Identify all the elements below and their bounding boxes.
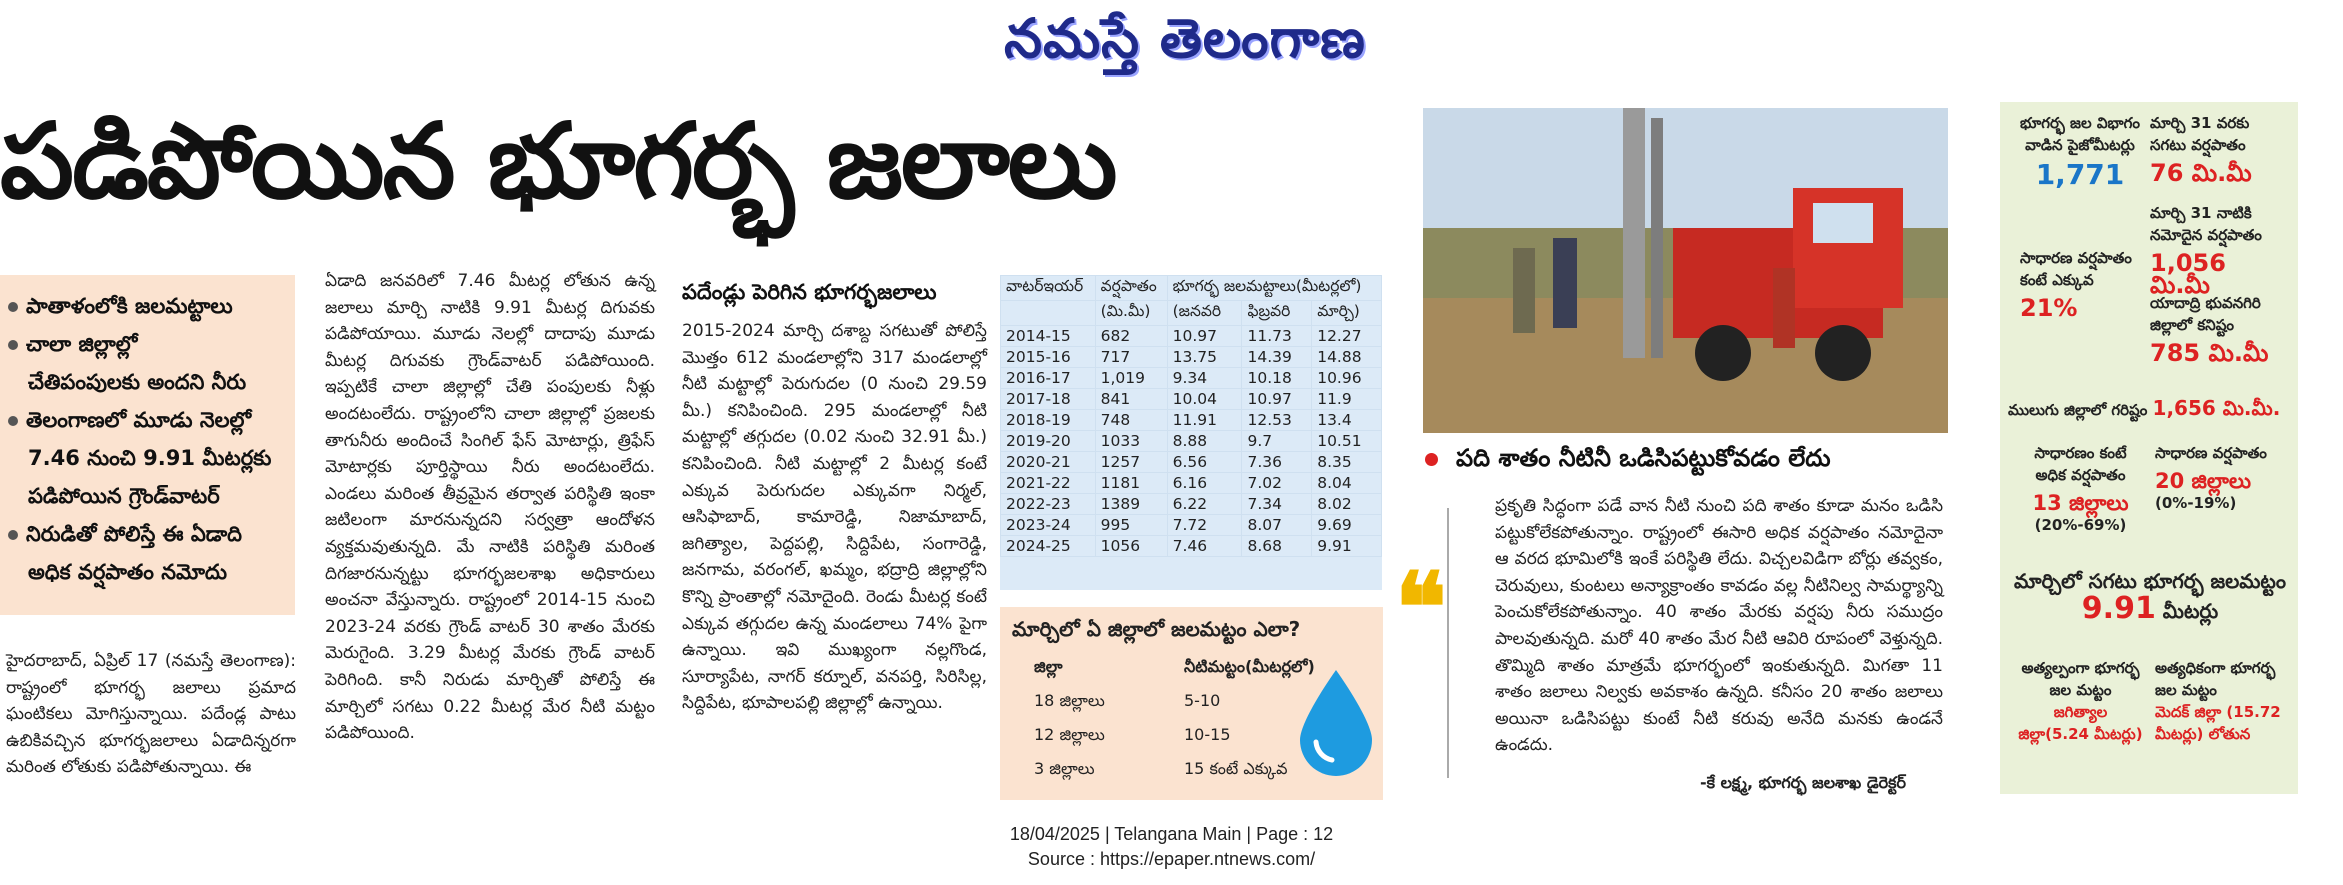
table-subheader: (మి.మీ) (1095, 301, 1167, 326)
table-cell: 841 (1095, 389, 1167, 410)
march-box-title: మార్చిలో ఏ జిల్లాలో జలమట్టం ఎలా? (1012, 617, 1301, 641)
table-row (1001, 368, 1382, 389)
table-cell: 11.91 (1167, 410, 1242, 431)
table-cell: 1056 (1095, 536, 1167, 557)
table-header: వాటర్‌ఇయర్ (1001, 276, 1096, 301)
quote-mark-icon: ❝ (1395, 551, 1447, 664)
table-cell: 1033 (1095, 431, 1167, 452)
table-cell: 8.88 (1167, 431, 1242, 452)
table-cell: 7.36 (1242, 452, 1312, 473)
table-cell: 10.97 (1167, 326, 1242, 347)
table-cell: 8.02 (1312, 494, 1382, 515)
water-drop-icon (1296, 668, 1376, 776)
table-subheader: (జనవరి (1167, 301, 1242, 326)
stat-excess-districts: సాధారణం కంటే అధిక వర్షపాతం 13 జిల్లాలు (20%-69%) (2032, 444, 2129, 534)
table-cell: 12.53 (1242, 410, 1312, 431)
table-row (1001, 347, 1382, 368)
table-row (1001, 494, 1382, 515)
table-row (1001, 410, 1382, 431)
table-cell: 9.34 (1167, 368, 1242, 389)
section-title: పది శాతం నీటినీ ఒడిసిపట్టుకోవడం లేదు (1425, 444, 1831, 478)
list-item: 3 జిల్లాలు 15 కంటే ఎక్కువ (1034, 759, 1288, 778)
footer-date: 18/04/2025 | Telangana Main | Page : 12 (1009, 824, 1334, 844)
table-subheader (1001, 301, 1096, 326)
table-cell: 2017-18 (1001, 389, 1096, 410)
stat-minimum: యాదాద్రి భువనగిరి జిల్లాలో కనిష్టం 785 మి.మీ (2150, 294, 2269, 367)
article-column-3: 2015-2024 మార్చి దశాబ్ద సగటుతో పోలిస్తే మొత్తం 612 మండలాల్లోని 317 మండలాల్లో నీటి మట్టాల్లో పెరుగుదల (0 నుంచి 29.59 మీ.) కనిపించింది. 295 మండలాల్లో నీటి మట్టాల్లో తగ్గుదల (0.02 నుంచి 32.91 మీ.) కనిపించింది. నీటి మట్టాల్లో 2 మీటర్ల కంటే ఎక్కువ పెరుగుదల ఎక్కువగా నిర్మల్, ఆసిఫాబాద్, కామారెడ్డి, నిజామాబాద్, జగిత్యాల, పెద్దపల్లి, సిద్దిపేట, సంగారెడ్డి, జనగామ, వరంగల్, ఖమ్మం, భద్రాద్రి జిల్లాల్లోని కొన్ని ప్రాంతాల్లో నమోదైంది. రెండు మీటర్ల కంటే ఎక్కువ తగ్గుదల ఉన్న మండలాలు 74% పైగా ఉన్నాయి. ఇవి ముఖ్యంగా నల్లగొండ, సూర్యాపేట, నాగర్ కర్నూల్, వనపర్తి, సిరిసిల్ల, సిద్దిపేట, భూపాలపల్లి జిల్లాల్లో ఉన్నాయి. (682, 321, 987, 714)
table-subheader: ఫిబ్రవరి (1242, 301, 1312, 326)
footer-source: Source : https://epaper.ntnews.com/ (1027, 849, 1316, 869)
highlight-item: చాలా జిల్లాల్లో చేతిపంపులకు అందని నీరు (8, 325, 289, 401)
table-cell: 10.04 (1167, 389, 1242, 410)
column-subhead: పదేండ్లు పెరిగిన భూగర్భజలాలు (682, 280, 937, 304)
signature: -కే లక్ష్మ, భూగర్భ జలశాఖ డైరెక్టర్ (1700, 773, 1906, 792)
groundwater-table-box (1000, 275, 1382, 590)
table-cell: 8.35 (1312, 452, 1382, 473)
table-cell: 10.18 (1242, 368, 1312, 389)
table-cell: 1257 (1095, 452, 1167, 473)
table-cell: 11.9 (1312, 389, 1382, 410)
bullet-icon (8, 302, 18, 312)
stat-above-normal: సాధారణ వర్షపాతం కంటే ఎక్కువ 21% (2020, 249, 2132, 322)
table-cell: 2020-21 (1001, 452, 1096, 473)
stat-march-average-level: మార్చిలో సగటు భూగర్భ జలమట్టం 9.91 మీటర్లు (2013, 569, 2286, 626)
groundwater-table (1000, 275, 1382, 557)
table-cell: 8.07 (1242, 515, 1312, 536)
table-cell: 717 (1095, 347, 1167, 368)
table-cell: 2021-22 (1001, 473, 1096, 494)
march-box-head: జిల్లా నీటిమట్టం(మీటర్లలో) (1034, 657, 1315, 676)
table-cell: 10.97 (1242, 389, 1312, 410)
table-cell: 14.88 (1312, 347, 1382, 368)
table-cell: 8.04 (1312, 473, 1382, 494)
article-column-1: హైదరాబాద్, ఏప్రిల్ 17 (నమస్తే తెలంగాణ): రాష్ట్రంలో భూగర్భ జలాలు ప్రమాద ఘంటికలు మోగిస్తున్నాయి. పదేండ్ల పాటు ఉబికివచ్చిన భూగర్భజలాలు ఏడాదిన్నరగా మరింత లోతుకు పడిపోతున్నాయి. ఈ (6, 651, 296, 778)
table-cell: 9.7 (1242, 431, 1312, 452)
table-cell: 6.22 (1167, 494, 1242, 515)
table-cell: 9.91 (1312, 536, 1382, 557)
photo-illustration (1423, 108, 1948, 433)
table-cell: 11.73 (1242, 326, 1312, 347)
table-cell: 7.72 (1167, 515, 1242, 536)
table-cell: 1,019 (1095, 368, 1167, 389)
table-cell: 2024-25 (1001, 536, 1096, 557)
table-cell: 6.56 (1167, 452, 1242, 473)
drilling-rig-photo (1423, 108, 1948, 433)
divider (1447, 508, 1449, 778)
table-row (1001, 326, 1382, 347)
table-cell: 995 (1095, 515, 1167, 536)
bullet-icon (8, 340, 18, 350)
table-header: వర్షపాతం (1095, 276, 1167, 301)
table-row (1001, 515, 1382, 536)
table-cell: 14.39 (1242, 347, 1312, 368)
table-row (1001, 431, 1382, 452)
table-row (1001, 473, 1382, 494)
table-row (1001, 389, 1382, 410)
table-row (1001, 536, 1382, 557)
stat-piezometers: భూగర్భ జల విభాగం వాడిన పైజోమీటర్లు 1,771 (2020, 114, 2140, 191)
table-cell: 2022-23 (1001, 494, 1096, 515)
stat-recorded-rainfall: మార్చి 31 నాటికి నమోదైన వర్షపాతం 1,056 మి.మీ (2150, 204, 2262, 299)
highlights-box (0, 275, 295, 615)
bullet-icon (8, 530, 18, 540)
bullet-icon (8, 416, 18, 426)
section-body: ప్రకృతి సిద్ధంగా పడే వాన నీటి నుంచి పది శాతం కూడా మనం ఒడిసి పట్టుకోలేకపోతున్నాం. రాష్ట్రంలో ఈసారి అధిక వర్షపాతం నమోదైనా ఆ వరద భూమిలోకి ఇంకే పరిస్థితి లేదు. విచ్చలవిడిగా బోర్లు తవ్వకం, చెరువులు, కుంటలు అన్యాక్రాంతం కావడం వల్ల నీటినిల్వ సామర్థ్యాన్ని పెంచుకోలేకపోతున్నాం. 40 శాతం మేరకు వర్షపు నీరు సముద్రం పాలవుతున్నది. మరో 40 శాతం మేర నీటి ఆవిరి రూపంలో వెళ్తున్నది. తొమ్మిది శాతం మాత్రమే భూగర్భంలో ఇంకుతున్నది. మిగతా 11 శాతం జలాలు నిల్వకు అవకాశం ఉన్నది. కనీసం 20 శాతం జలాలు అయినా ఒడిసిపట్టు కుంటే నీటి కరువు అనేది మనకు ఉండనే ఉండదు. (1495, 496, 1943, 756)
table-cell: 10.96 (1312, 368, 1382, 389)
table-cell: 7.46 (1167, 536, 1242, 557)
stats-sidebar (2000, 102, 2298, 794)
stat-lowest-level: అత్యల్పంగా భూగర్భ జల మట్టం జగిత్యాల జిల్లా(5.24 మీటర్లు) (2018, 659, 2143, 743)
highlight-item: తెలంగాణలో మూడు నెలల్లో 7.46 నుంచి 9.91 మీటర్లకు పడిపోయిన గ్రౌండ్‌వాటర్ (8, 401, 289, 515)
table-header: భూగర్భ జలమట్టాలు(మీటర్లలో) (1167, 276, 1381, 301)
list-item: 12 జిల్లాలు 10-15 (1034, 725, 1231, 744)
table-cell: 682 (1095, 326, 1167, 347)
table-cell: 7.34 (1242, 494, 1312, 515)
table-cell: 2016-17 (1001, 368, 1096, 389)
table-cell: 6.16 (1167, 473, 1242, 494)
table-cell: 8.68 (1242, 536, 1312, 557)
table-cell: 13.75 (1167, 347, 1242, 368)
table-cell: 2019-20 (1001, 431, 1096, 452)
table-cell: 1181 (1095, 473, 1167, 494)
article-column-2: ఏడాది జనవరిలో 7.46 మీటర్ల లోతున ఉన్న జలాలు మార్చి నాటికి 9.91 మీటర్ల దిగువకు పడిపోయాయి. మూడు నెలల్లో దాదాపు మూడు మీటర్ల దిగువకు గ్రౌండ్‌వాటర్ పడిపోయింది. ఇప్పటికే చాలా జిల్లాల్లో చేతి పంపులకు నీళ్లు అందటంలేదు. రాష్ట్రంలోని చాలా జిల్లాల్లో ప్రజలకు తాగునీరు అందించే సింగిల్ ఫేస్ మోటార్లు, త్రిఫేస్ మోటార్లకు పూర్తిస్థాయి నీరు అందటంలేదు. ఎండలు మరింత తీవ్రమైన తర్వాత పరిస్థితి ఇంకా జటిలంగా మారనున్నదని సర్వత్రా ఆందోళన వ్యక్తమవుతున్నది. మే నాటికి పరిస్థితి మరింత దిగజారనున్నట్టు భూగర్భజలశాఖ అధికారులు అంచనా వేస్తున్నారు. రాష్ట్రంలో 2014-15 నుంచి 2023-24 వరకు గ్రౌండ్ వాటర్ 30 శాతం మేరకు మెరుగైంది. 3.29 మీటర్ల మేరకు గ్రౌండ్ వాటర్ పెరిగింది. కానీ నిరుడు మార్చితో పోలిస్తే ఈ మార్చిలో సగటు 0.22 మీటర్ల మేర నీటి మట్టం పడిపోయింది. (325, 271, 655, 744)
table-cell: 2015-16 (1001, 347, 1096, 368)
table-cell: 748 (1095, 410, 1167, 431)
stat-average-rainfall: మార్చి 31 వరకు సగటు వర్షపాతం 76 మి.మీ (2150, 114, 2252, 187)
stat-normal-districts: సాధారణ వర్షపాతం 20 జిల్లాలు (0%-19%) (2155, 444, 2267, 512)
red-bullet-icon (1425, 453, 1438, 466)
table-cell: 7.02 (1242, 473, 1312, 494)
table-subheader: మార్చి) (1312, 301, 1382, 326)
table-cell: 13.4 (1312, 410, 1382, 431)
page-footer (0, 822, 2343, 872)
table-cell: 2023-24 (1001, 515, 1096, 536)
highlight-item: నిరుడితో పోలిస్తే ఈ ఏడాది అధిక వర్షపాతం నమోదు (8, 515, 289, 591)
stat-maximum: ములుగు జిల్లాలో గరిష్టం 1,656 మి.మీ. (2008, 396, 2281, 420)
table-cell: 12.27 (1312, 326, 1382, 347)
masthead-logo: నమస్తే తెలంగాణ (1004, 6, 1366, 70)
table-cell: 2014-15 (1001, 326, 1096, 347)
headline: పడిపోయిన భూగర్భ జలాలు (0, 100, 1116, 222)
highlight-item: పాతాళంలోకి జలమట్టాలు (8, 287, 289, 325)
table-cell: 10.51 (1312, 431, 1382, 452)
stat-highest-level: అత్యధికంగా భూగర్భ జల మట్టం మెదక్ జిల్లా (15.72 మీటర్లు) లోతున (2155, 659, 2281, 743)
list-item: 18 జిల్లాలు 5-10 (1034, 691, 1221, 710)
table-cell: 2018-19 (1001, 410, 1096, 431)
table-cell: 9.69 (1312, 515, 1382, 536)
table-row (1001, 452, 1382, 473)
table-cell: 1389 (1095, 494, 1167, 515)
